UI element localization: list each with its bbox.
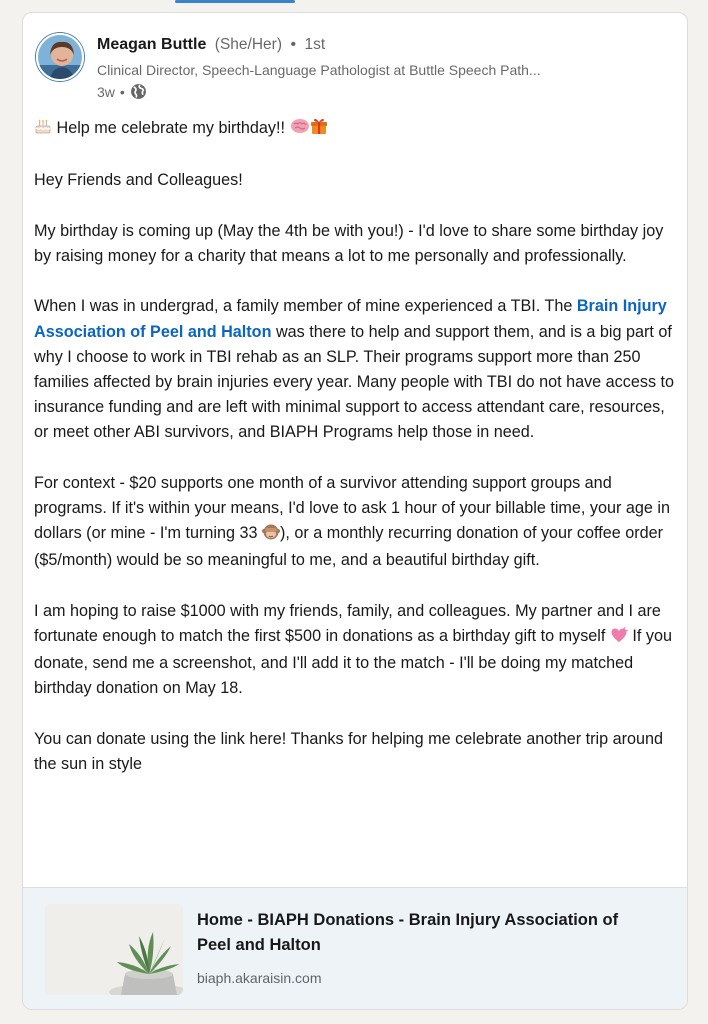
globe-icon <box>130 83 147 100</box>
previous-post-link-fragment <box>175 0 295 3</box>
birthday-cake-icon <box>34 117 52 143</box>
organization-link[interactable]: Brain Injury Association of Peel and Halton <box>34 297 667 341</box>
post-headline-text: Help me celebrate my birthday!! <box>56 119 286 137</box>
link-preview-thumbnail <box>45 904 183 995</box>
meta-separator: • <box>119 83 125 100</box>
separator-dot: • <box>290 36 297 53</box>
paragraph-4-text-start: When I was in undergrad, a family member of mine experienced a TBI. The <box>34 297 573 316</box>
post-paragraph-6 <box>34 599 679 702</box>
previous-post-edge <box>0 0 708 6</box>
avatar[interactable] <box>36 33 84 81</box>
link-preview-card[interactable] <box>23 887 687 1009</box>
post-header <box>36 33 676 103</box>
paragraph-5-text-start: For context - $20 supports one month of a survivor attending support groups and programs. If it's within your means, I'd love to ask 1 hour of your billable time, your age in dollars (or mine - I'm turning 33 <box>34 473 670 543</box>
avatar-photo <box>38 35 84 81</box>
post-time[interactable]: 3w <box>97 83 115 100</box>
succulent-plant-thumbnail <box>45 904 183 995</box>
author-pronouns: (She/Her) <box>214 36 282 53</box>
author-line <box>97 36 325 54</box>
post-paragraph-4 <box>34 294 679 445</box>
post-paragraph-5 <box>34 471 679 574</box>
paragraph-5-text-end: ), or a monthly recurring donation of your coffee order ($5/month) would be so meaningful to me, and a beautiful birthday gift. <box>34 524 664 570</box>
author-name[interactable]: Meagan Buttle <box>97 36 207 53</box>
author-headline[interactable]: Clinical Director, Speech-Language Pathologist at Buttle Speech Path... <box>97 62 541 78</box>
heart-icon <box>610 626 628 651</box>
link-preview-title[interactable]: Home - BIAPH Donations - Brain Injury Association of Peel and Halton <box>197 911 619 954</box>
link-preview-domain: biaph.akaraisin.com <box>197 970 322 986</box>
post-paragraph-3: My birthday is coming up (May the 4th be with you!) - I'd love to share some birthday joy by raising money for a charity that means a lot to me personally and professionally. <box>34 221 664 265</box>
brain-icon <box>290 117 310 143</box>
post-paragraph-1 <box>34 116 679 143</box>
paragraph-4-text-end: was there to help and support them, and is a big part of why I choose to work in TBI rehab as an SLP. Their programs support more than 250 families affected by brain injuries every year. Many people with TBI do not have access to insurance funding and are left with minimal support to access attendant care, resources, or meet other ABI survivors, and BIAPH Programs help those in need. <box>34 322 675 442</box>
paragraph-6-text-start: I am hoping to raise $1000 with my friends, family, and colleagues. My partner and I are fortunate enough to match the first $500 in donations as a birthday gift to myself <box>34 601 661 645</box>
connection-degree: 1st <box>304 36 326 53</box>
feed-post-card <box>22 12 688 1010</box>
gift-icon <box>310 117 328 143</box>
post-body <box>34 116 679 777</box>
post-paragraph-2: Hey Friends and Colleagues! <box>34 171 243 190</box>
paragraph-6-text-end: If you donate, send me a screenshot, and I'll add it to the match - I'll be doing my matched birthday donation on May 18. <box>34 626 672 698</box>
see-no-evil-monkey-icon <box>262 523 280 548</box>
post-paragraph-7: You can donate using the link here! Thanks for helping me celebrate another trip around the sun in style <box>34 729 664 773</box>
post-meta <box>97 83 147 100</box>
